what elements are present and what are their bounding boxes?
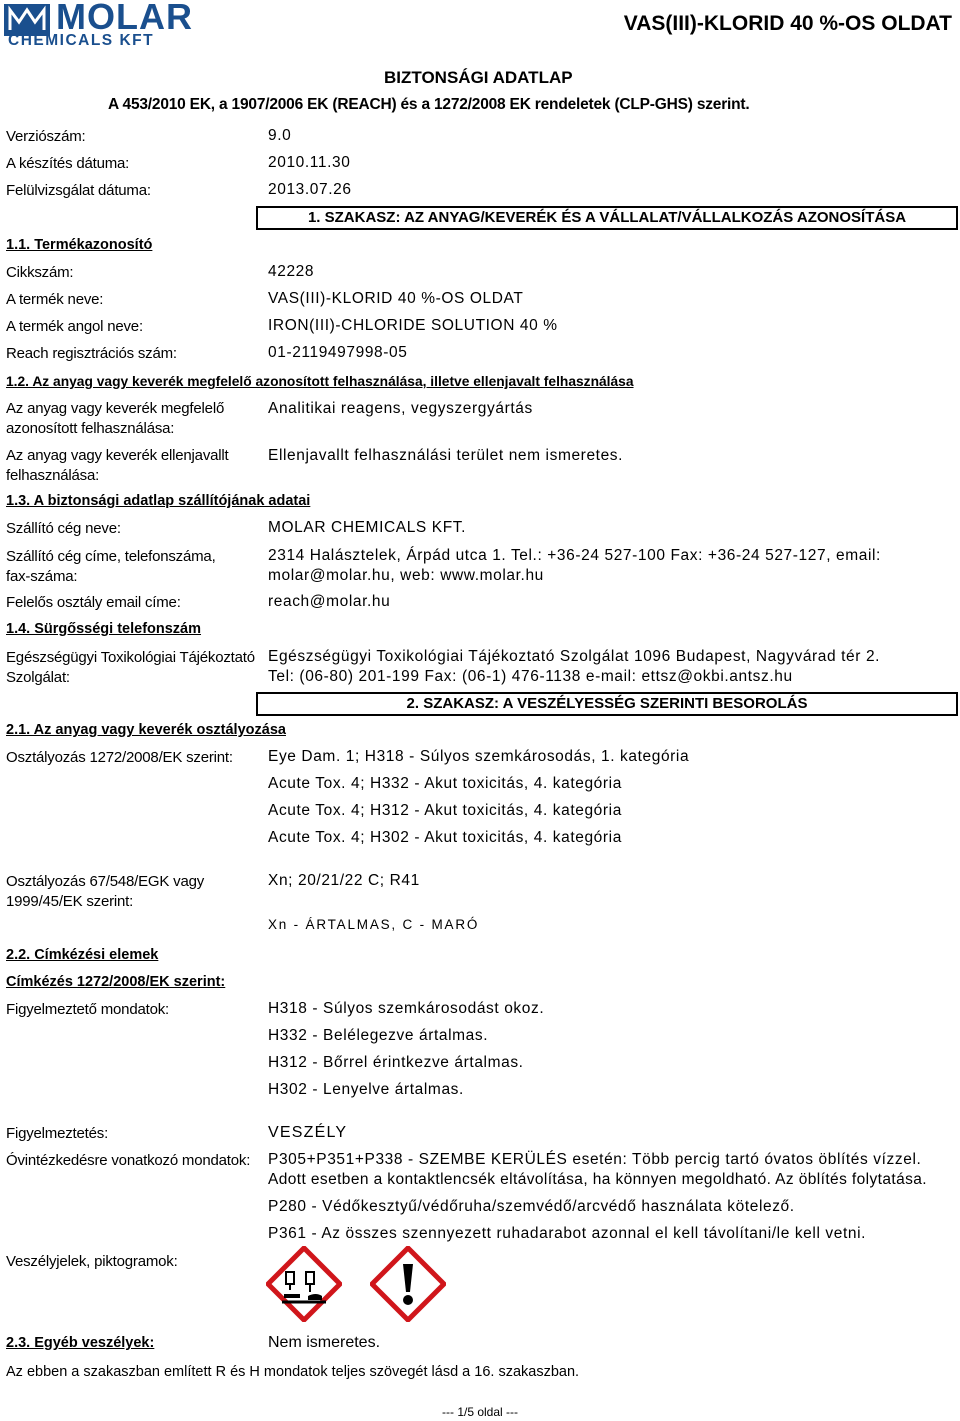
hazard-statement-1: H318 - Súlyos szemkárosodást okoz. xyxy=(268,1000,545,1017)
clp-classification-2: Acute Tox. 4; H332 - Akut toxicitás, 4. kategória xyxy=(268,775,622,792)
supplier-name-value: MOLAR CHEMICALS KFT. xyxy=(268,519,467,536)
company-logo xyxy=(4,2,226,48)
corrosion-pictogram-icon xyxy=(266,1246,342,1322)
hazard-statements-label: Figyelmeztető mondatok: xyxy=(6,1001,169,1018)
signal-word-value: VESZÉLY xyxy=(268,1124,348,1141)
regulation-text: A 453/2010 EK, a 1907/2006 EK (REACH) és a 1272/2008 EK rendeletek (CLP-GHS) szerint. xyxy=(108,96,750,113)
precaution-3: P280 - Védőkesztyű/védőruha/szemvédő/arcvédő használata kötelező. xyxy=(268,1198,795,1215)
product-name-value: VAS(III)-KLORID 40 %-OS OLDAT xyxy=(268,290,524,307)
section1-title-bar: 1. SZAKASZ: AZ ANYAG/KEVERÉK ÉS A VÁLLALAT/VÁLLALKOZÁS AZONOSÍTÁSA xyxy=(256,206,958,230)
precaution-1: P305+P351+P338 - SZEMBE KERÜLÉS esetén: Több percig tartó óvatos öblítés vízzel. xyxy=(268,1151,922,1168)
section-1-2-heading: 1.2. Az anyag vagy keverék megfelelő azonosított felhasználása, illetve ellenjavalt felhasználása xyxy=(6,374,634,389)
page-footer: --- 1/5 oldal --- xyxy=(442,1405,519,1419)
hazard-statement-4: H302 - Lenyelve ártalmas. xyxy=(268,1081,464,1098)
logo-top-text: MOLAR xyxy=(56,0,193,37)
emergency-label-line1: Egészségügyi Toxikológiai Tájékoztató xyxy=(6,649,255,666)
use-label-line1: Az anyag vagy keverék megfelelő xyxy=(6,400,225,417)
precautionary-label: Óvintézkedésre vonatkozó mondatok: xyxy=(6,1152,251,1169)
email-value: reach@molar.hu xyxy=(268,593,391,610)
dsd-classification-label-line2: 1999/45/EK szerint: xyxy=(6,893,134,910)
clp-classification-3: Acute Tox. 4; H312 - Akut toxicitás, 4. kategória xyxy=(268,802,622,819)
use-label-line2: azonosított felhasználása: xyxy=(6,420,175,437)
version-value: 9.0 xyxy=(268,127,292,144)
supplier-address-line2: molar@molar.hu, web: www.molar.hu xyxy=(268,567,544,584)
item-number-value: 42228 xyxy=(268,263,315,280)
signal-word-label: Figyelmeztetés: xyxy=(6,1125,109,1142)
reach-number-label: Reach regisztrációs szám: xyxy=(6,345,177,362)
supplier-address-line1: 2314 Halásztelek, Árpád utca 1. Tel.: +36-24 527-100 Fax: +36-24 527-127, email: xyxy=(268,547,881,564)
english-name-value: IRON(III)-CHLORIDE SOLUTION 40 % xyxy=(268,317,558,334)
dsd-classification-1: Xn; 20/21/22 C; R41 xyxy=(268,872,420,889)
section-1-3-heading: 1.3. A biztonsági adatlap szállítójának adatai xyxy=(6,493,311,509)
section-note: Az ebben a szakaszban említett R és H mondatok teljes szövegét lásd a 16. szakaszban. xyxy=(6,1364,580,1380)
exclamation-pictogram-icon xyxy=(370,1246,446,1322)
supplier-address-label-line1: Szállító cég címe, telefonszáma, xyxy=(6,548,216,565)
labeling-heading: Címkézés 1272/2008/EK szerint: xyxy=(6,974,226,990)
precaution-2: Adott esetben a kontaktlencsék eltávolítása, ha könnyen megoldható. Az öblítés folytatása. xyxy=(268,1171,927,1188)
contra-label-line2: felhasználása: xyxy=(6,467,100,484)
clp-classification-4: Acute Tox. 4; H302 - Akut toxicitás, 4. kategória xyxy=(268,829,622,846)
dsd-classification-label-line1: Osztályozás 67/548/EGK vagy xyxy=(6,873,205,890)
english-name-label: A termék angol neve: xyxy=(6,318,143,335)
hazard-statement-3: H312 - Bőrrel érintkezve ártalmas. xyxy=(268,1054,524,1071)
section-2-1-heading: 2.1. Az anyag vagy keverék osztályozása xyxy=(6,722,286,738)
logo-bottom-text: CHEMICALS KFT xyxy=(8,32,155,49)
contra-label-line1: Az anyag vagy keverék ellenjavallt xyxy=(6,447,229,464)
section-2-3-heading: 2.3. Egyéb veszélyek: xyxy=(6,1335,155,1351)
created-value: 2010.11.30 xyxy=(268,154,351,171)
emergency-line2: Tel: (06-80) 201-199 Fax: (06-1) 476-1138 e-mail: ettsz@okbi.antsz.hu xyxy=(268,668,793,685)
emergency-line1: Egészségügyi Toxikológiai Tájékoztató Szolgálat 1096 Budapest, Nagyvárad tér 2. xyxy=(268,648,881,665)
product-name-label: A termék neve: xyxy=(6,291,104,308)
section-2-2-heading: 2.2. Címkézési elemek xyxy=(6,947,159,963)
use-value: Analitikai reagens, vegyszergyártás xyxy=(268,400,533,417)
clp-classification-1: Eye Dam. 1; H318 - Súlyos szemkárosodás, 1. kategória xyxy=(268,748,690,765)
emergency-label-line2: Szolgálat: xyxy=(6,669,70,686)
product-title: VAS(III)-KLORID 40 %-OS OLDAT xyxy=(623,12,952,35)
revised-value: 2013.07.26 xyxy=(268,181,352,198)
version-label: Verziószám: xyxy=(6,128,86,145)
hazard-statement-2: H332 - Belélegezve ártalmas. xyxy=(268,1027,489,1044)
dsd-classification-2: Xn - ÁRTALMAS, C - MARÓ xyxy=(268,917,480,932)
revised-label: Felülvizsgálat dátuma: xyxy=(6,182,151,199)
section-1-1-heading: 1.1. Termékazonosító xyxy=(6,237,153,253)
supplier-address-label-line2: fax-száma: xyxy=(6,568,78,585)
email-label: Felelős osztály email címe: xyxy=(6,594,181,611)
supplier-name-label: Szállító cég neve: xyxy=(6,520,121,537)
clp-classification-label: Osztályozás 1272/2008/EK szerint: xyxy=(6,749,233,766)
item-number-label: Cikkszám: xyxy=(6,264,74,281)
precaution-4: P361 - Az összes szennyezett ruhadarabot azonnal el kell távolítani/le kell vetni. xyxy=(268,1225,867,1242)
other-hazards-value: Nem ismeretes. xyxy=(268,1334,381,1351)
contra-value: Ellenjavallt felhasználási terület nem ismeretes. xyxy=(268,447,624,464)
doc-title: BIZTONSÁGI ADATLAP xyxy=(384,68,573,87)
section-1-4-heading: 1.4. Sürgősségi telefonszám xyxy=(6,621,202,637)
section2-title-bar: 2. SZAKASZ: A VESZÉLYESSÉG SZERINTI BESOROLÁS xyxy=(256,692,958,716)
created-label: A készítés dátuma: xyxy=(6,155,130,172)
reach-number-value: 01-2119497998-05 xyxy=(268,344,408,361)
pictograms-label: Veszélyjelek, piktogramok: xyxy=(6,1253,178,1270)
